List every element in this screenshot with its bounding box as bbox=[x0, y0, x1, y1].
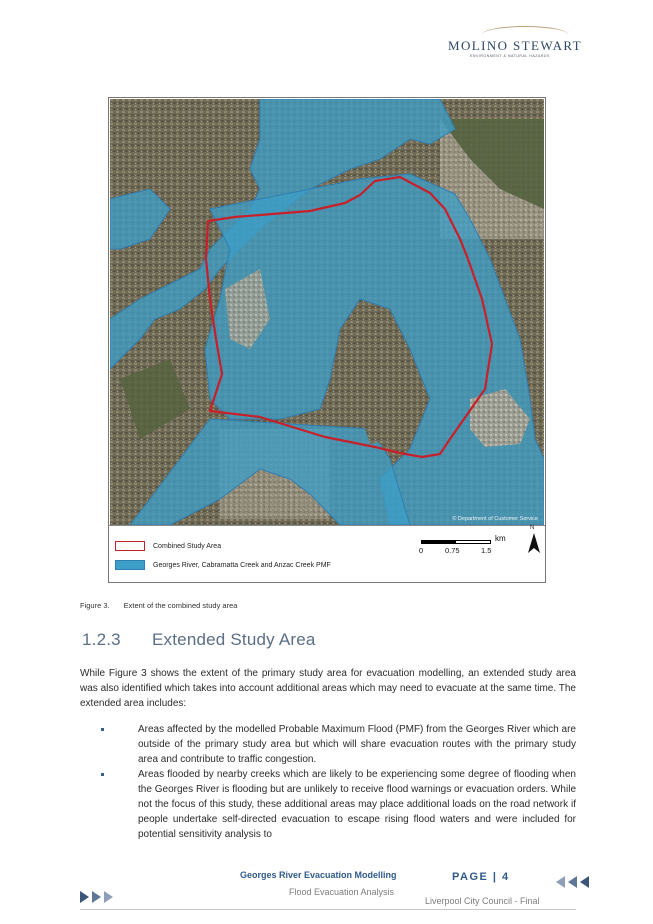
study-area-swatch bbox=[115, 541, 145, 551]
pmf-swatch bbox=[115, 560, 145, 570]
caption-number: Figure 3. bbox=[80, 601, 110, 610]
scale-unit: km bbox=[495, 534, 506, 543]
north-label: N bbox=[530, 525, 535, 531]
legend-pmf bbox=[115, 559, 331, 571]
section-number: 1.2.3 bbox=[82, 630, 121, 649]
footer-client: Liverpool City Council - Final bbox=[425, 896, 540, 906]
scale-segment-1 bbox=[421, 540, 455, 544]
scale-tick-1: 0.75 bbox=[445, 546, 460, 555]
scale-bar bbox=[421, 534, 521, 562]
legend-study-area bbox=[115, 540, 221, 552]
company-logo bbox=[444, 26, 583, 60]
list-item-text: Areas affected by the modelled Probable Maximum Flood (PMF) from the Georges River which are outside of the primary study area but which will share evacuation routes with the primary study area and contribute to traffic congestion. bbox=[138, 724, 576, 765]
legend-pmf-label: Georges River, Cabramatta Creek and Anzac Creek PMF bbox=[153, 561, 331, 569]
bullet-icon bbox=[101, 773, 104, 776]
north-arrow bbox=[527, 525, 541, 554]
north-arrow-icon bbox=[527, 533, 541, 555]
map-legend bbox=[109, 525, 545, 583]
logo-tagline: ENVIRONMENT & NATURAL HAZARDS bbox=[470, 54, 550, 58]
scale-segment-2 bbox=[455, 540, 491, 544]
map-attribution: © Department of Customer Service bbox=[452, 516, 538, 522]
caption-text: Extent of the combined study area bbox=[123, 601, 238, 610]
footer-subtitle: Flood Evacuation Analysis bbox=[289, 887, 395, 897]
scale-tick-2: 1.5 bbox=[481, 546, 492, 555]
section-title: Extended Study Area bbox=[152, 630, 316, 649]
footer-divider bbox=[80, 909, 576, 910]
study-area-figure bbox=[108, 97, 546, 583]
list-item bbox=[80, 722, 576, 767]
extended-area-list bbox=[80, 722, 576, 842]
bullet-icon bbox=[101, 728, 104, 731]
figure-caption bbox=[80, 601, 237, 610]
logo-name: MOLINO STEWART bbox=[448, 38, 583, 53]
footer-page-number: PAGE | 4 bbox=[452, 871, 510, 883]
footer-title: Georges River Evacuation Modelling bbox=[240, 870, 397, 880]
aerial-map bbox=[110, 99, 544, 525]
map-image bbox=[110, 99, 544, 525]
footer-arrows-left-icon bbox=[556, 876, 592, 888]
scale-tick-0: 0 bbox=[419, 546, 424, 555]
intro-paragraph: While Figure 3 shows the extent of the primary study area for evacuation modelling, an extended study area was also identified which takes into account additional areas which may need to evacuate at the same time. The extended area includes: bbox=[80, 668, 576, 709]
section-heading bbox=[82, 630, 316, 650]
legend-study-area-label: Combined Study Area bbox=[153, 542, 222, 550]
list-item-text: Areas flooded by nearby creeks which are likely to be experiencing some degree of flooding when the Georges River is flooding but are unlikely to receive flood warnings or evacuation orders. While not the focus of this study, these additional areas may place additional loads on the road network if people undertake self-directed evacuation to escape rising flood waters and were included for potential sensitivity analysis to bbox=[138, 769, 576, 840]
list-item bbox=[80, 767, 576, 842]
footer-arrows-right-icon bbox=[80, 891, 120, 903]
